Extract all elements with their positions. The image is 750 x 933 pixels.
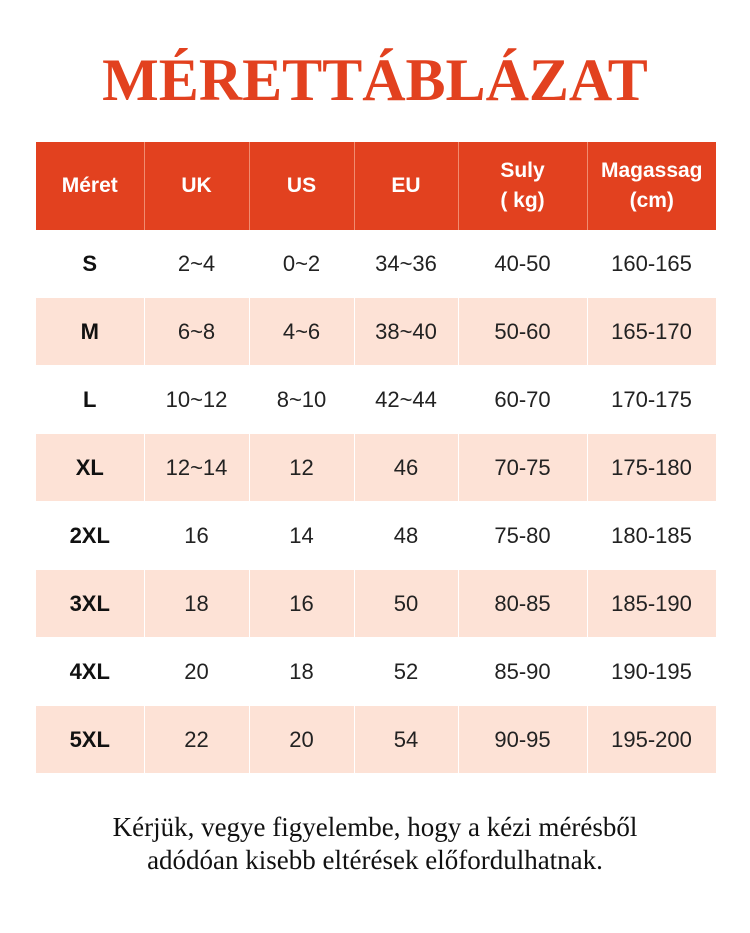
header-uk-label: UK (181, 174, 212, 197)
cell-size: 4XL (36, 638, 144, 706)
cell-height: 195-200 (587, 706, 716, 774)
cell-height: 180-185 (587, 502, 716, 570)
header-height-label: Magassag (600, 159, 703, 182)
cell-weight: 50-60 (458, 298, 587, 366)
cell-us: 8~10 (249, 366, 354, 434)
cell-us: 16 (249, 570, 354, 638)
cell-eu: 52 (354, 638, 458, 706)
cell-height: 190-195 (587, 638, 716, 706)
cell-eu: 38~40 (354, 298, 458, 366)
cell-height: 165-170 (587, 298, 716, 366)
cell-size: S (36, 230, 144, 298)
cell-height: 185-190 (587, 570, 716, 638)
cell-height: 175-180 (587, 434, 716, 502)
cell-uk: 16 (144, 502, 249, 570)
cell-size: M (36, 298, 144, 366)
cell-us: 18 (249, 638, 354, 706)
cell-eu: 34~36 (354, 230, 458, 298)
header-size-label: Méret (61, 174, 118, 197)
cell-weight: 40-50 (458, 230, 587, 298)
cell-size: 2XL (36, 502, 144, 570)
cell-size: XL (36, 434, 144, 502)
header-size (36, 142, 144, 230)
table-row (36, 706, 716, 774)
table-row (36, 570, 716, 638)
table-row (36, 502, 716, 570)
cell-weight: 85-90 (458, 638, 587, 706)
cell-uk: 10~12 (144, 366, 249, 434)
cell-uk: 20 (144, 638, 249, 706)
cell-size: L (36, 366, 144, 434)
cell-size: 3XL (36, 570, 144, 638)
table-row (36, 298, 716, 366)
cell-uk: 22 (144, 706, 249, 774)
cell-us: 0~2 (249, 230, 354, 298)
cell-size: 5XL (36, 706, 144, 774)
header-height-unit: (cm) (629, 189, 674, 212)
cell-weight: 80-85 (458, 570, 587, 638)
header-height (587, 142, 716, 230)
cell-eu: 42~44 (354, 366, 458, 434)
table-row (36, 434, 716, 502)
cell-height: 170-175 (587, 366, 716, 434)
cell-uk: 18 (144, 570, 249, 638)
cell-eu: 54 (354, 706, 458, 774)
cell-uk: 12~14 (144, 434, 249, 502)
table-body (36, 230, 716, 774)
cell-weight: 70-75 (458, 434, 587, 502)
cell-eu: 50 (354, 570, 458, 638)
header-eu-label: EU (391, 174, 421, 197)
page-title: MÉRETTÁBLÁZAT (102, 47, 648, 113)
cell-uk: 2~4 (144, 230, 249, 298)
cell-uk: 6~8 (144, 298, 249, 366)
header-weight-unit: ( kg) (500, 189, 545, 212)
table-header-row (36, 142, 716, 230)
cell-eu: 46 (354, 434, 458, 502)
cell-eu: 48 (354, 502, 458, 570)
note-line-2: adódóan kisebb eltérések előfordulhatnak. (147, 845, 603, 875)
cell-height: 160-165 (587, 230, 716, 298)
cell-weight: 75-80 (458, 502, 587, 570)
header-us-label: US (286, 174, 317, 197)
header-uk (144, 142, 249, 230)
table-row (36, 638, 716, 706)
measurement-note (0, 811, 750, 877)
cell-us: 4~6 (249, 298, 354, 366)
cell-us: 12 (249, 434, 354, 502)
cell-weight: 60-70 (458, 366, 587, 434)
cell-us: 20 (249, 706, 354, 774)
cell-us: 14 (249, 502, 354, 570)
table-row (36, 366, 716, 434)
note-line-1: Kérjük, vegye figyelembe, hogy a kézi mérésből (112, 812, 638, 842)
table-row (36, 230, 716, 298)
cell-weight: 90-95 (458, 706, 587, 774)
header-weight (458, 142, 587, 230)
header-weight-label: Suly (500, 159, 545, 182)
size-chart-table (36, 142, 717, 774)
header-eu (354, 142, 458, 230)
header-us (249, 142, 354, 230)
